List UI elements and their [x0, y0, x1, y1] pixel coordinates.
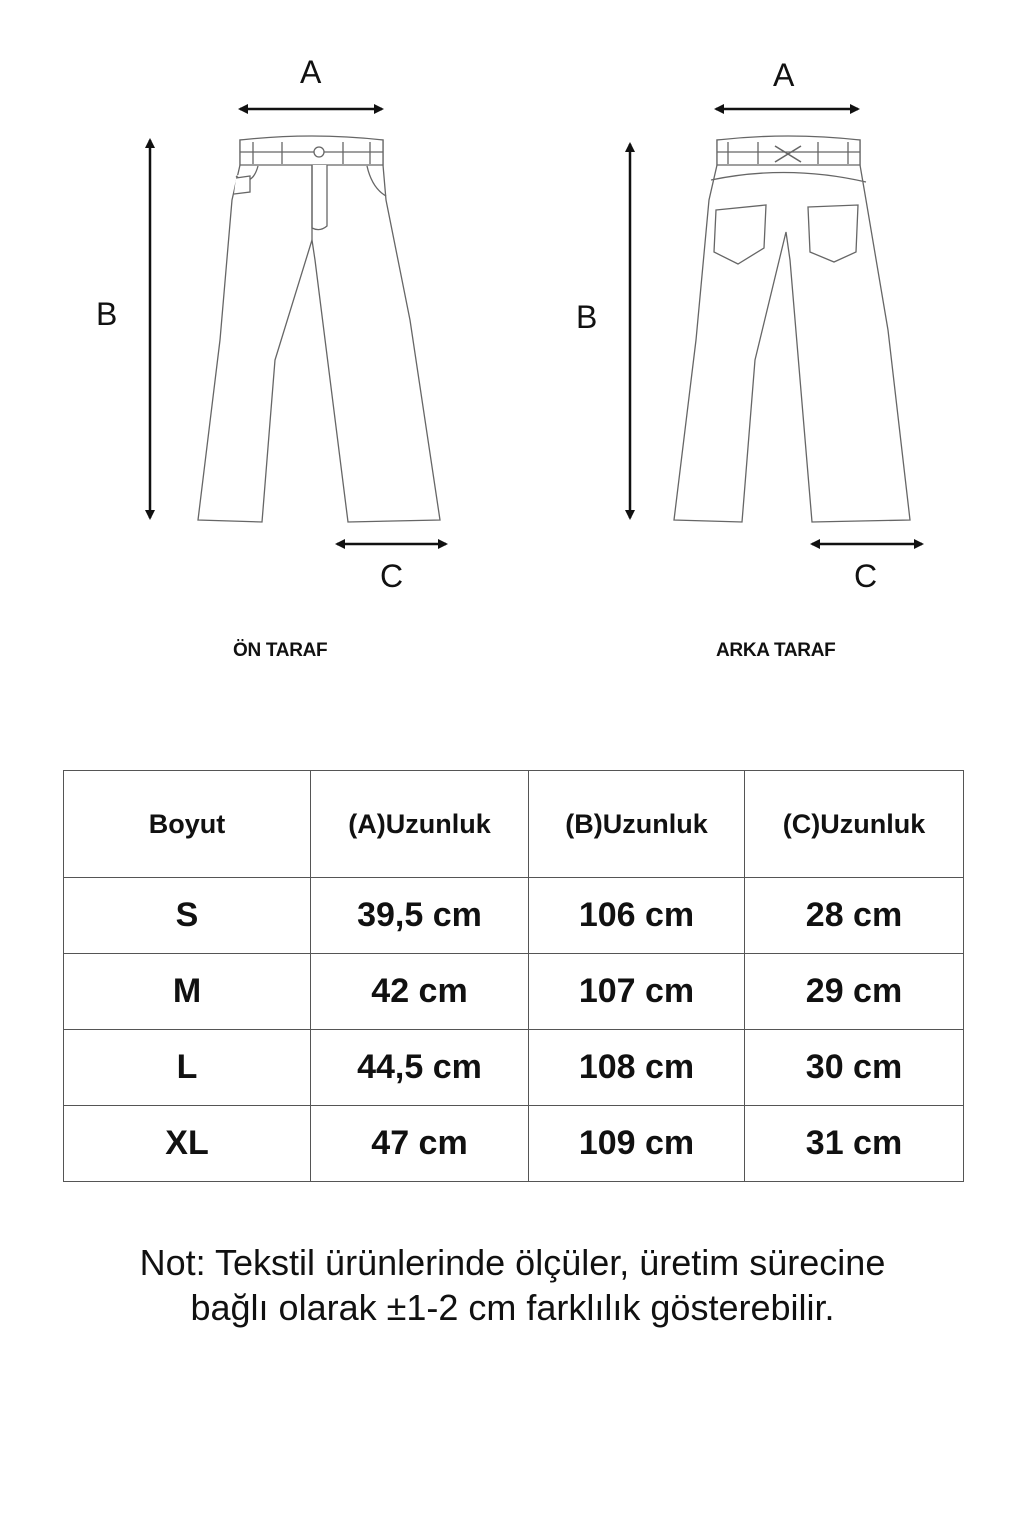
header-c-length: (C)Uzunluk [745, 771, 964, 878]
header-b-length: (B)Uzunluk [529, 771, 745, 878]
back-label-a: A [773, 57, 795, 93]
front-label-b: B [96, 296, 118, 332]
cell-a: 47 cm [311, 1106, 529, 1182]
back-pants-drawing [674, 136, 910, 522]
back-caption: ARKA TARAF [716, 640, 836, 661]
cell-size: XL [64, 1106, 311, 1182]
table-row [64, 954, 964, 1030]
size-table [63, 770, 964, 1182]
cell-a: 44,5 cm [311, 1030, 529, 1106]
front-caption: ÖN TARAF [233, 640, 328, 661]
cell-size: L [64, 1030, 311, 1106]
pants-illustration [0, 0, 1025, 700]
table-row [64, 1030, 964, 1106]
back-label-b: B [576, 299, 598, 335]
table-row [64, 1106, 964, 1182]
cell-a: 42 cm [311, 954, 529, 1030]
cell-c: 31 cm [745, 1106, 964, 1182]
cell-c: 29 cm [745, 954, 964, 1030]
cell-b: 109 cm [529, 1106, 745, 1182]
table-row [64, 878, 964, 954]
front-pants-drawing [198, 136, 440, 522]
cell-c: 28 cm [745, 878, 964, 954]
note-line-1: Not: Tekstil ürünlerinde ölçüler, üretim sürecine [139, 1242, 886, 1283]
note-line-2: bağlı olarak ±1-2 cm farklılık gösterebilir. [190, 1287, 835, 1328]
front-label-a: A [300, 54, 322, 90]
front-label-c: C [380, 558, 404, 594]
table-header-row [64, 771, 964, 878]
cell-b: 108 cm [529, 1030, 745, 1106]
measurement-diagram [0, 0, 1025, 700]
tolerance-note [0, 1240, 1025, 1330]
header-a-length: (A)Uzunluk [311, 771, 529, 878]
cell-b: 107 cm [529, 954, 745, 1030]
cell-size: M [64, 954, 311, 1030]
back-label-c: C [854, 558, 878, 594]
cell-b: 106 cm [529, 878, 745, 954]
cell-c: 30 cm [745, 1030, 964, 1106]
header-size: Boyut [64, 771, 311, 878]
cell-a: 39,5 cm [311, 878, 529, 954]
cell-size: S [64, 878, 311, 954]
